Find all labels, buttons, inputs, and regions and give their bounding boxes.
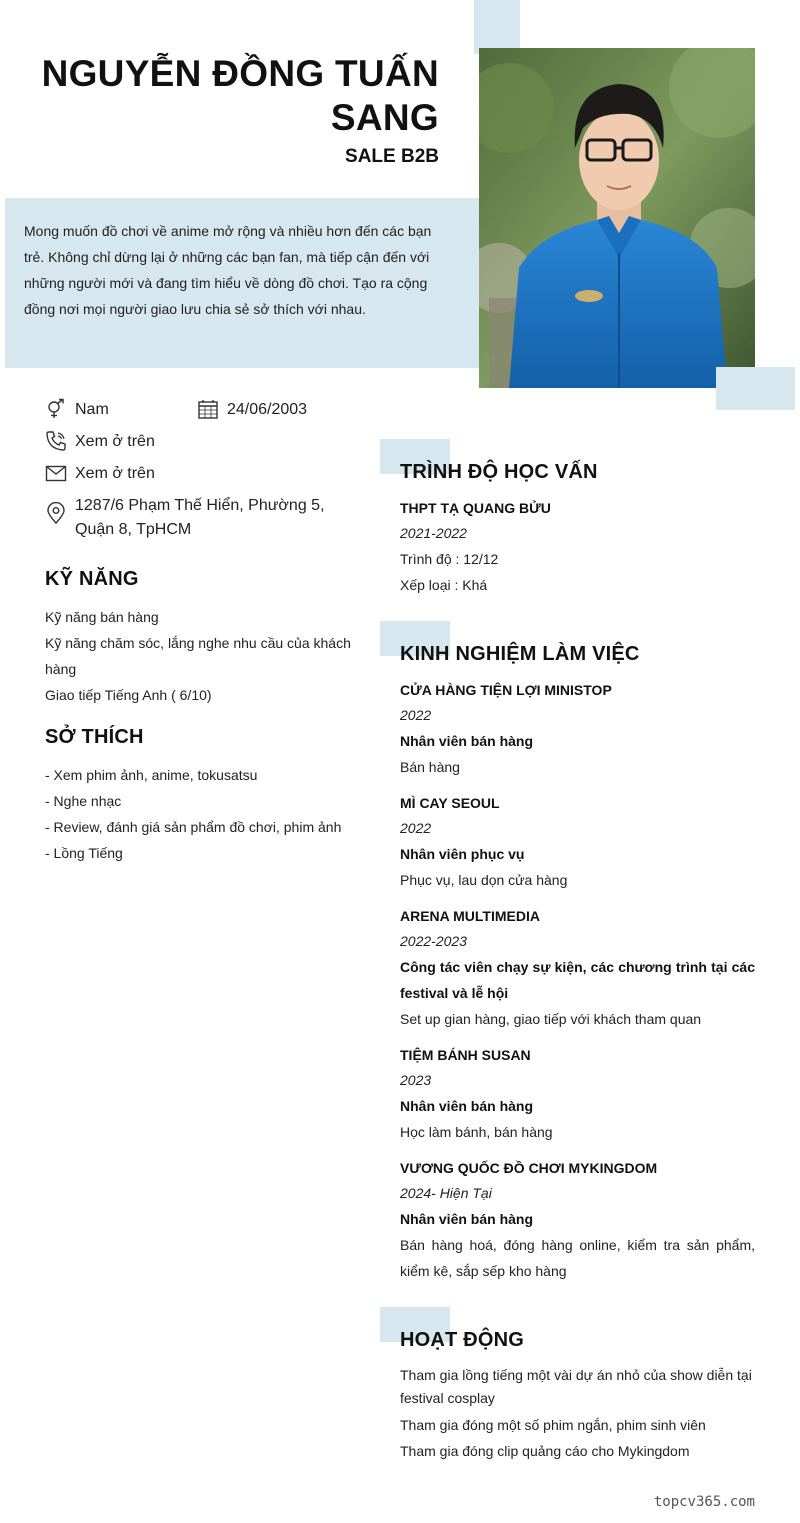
phone-icon [45, 430, 67, 452]
education-title: TRÌNH ĐỘ HỌC VẤN [400, 461, 598, 483]
company-name: MÌ CAY SEOUL [400, 795, 500, 811]
job-position: SALE B2B [345, 146, 439, 167]
experience-item [400, 1158, 755, 1284]
company-name: VƯƠNG QUỐC ĐỒ CHƠI MYKINGDOM [400, 1160, 658, 1176]
company-name: CỬA HÀNG TIỆN LỢI MINISTOP [400, 682, 612, 698]
decor-block-top [474, 0, 520, 54]
company-name: ARENA MULTIMEDIA [400, 908, 540, 924]
school-name: THPT TẠ QUANG BỬU [400, 500, 551, 516]
education-time: 2021-2022 [400, 525, 467, 541]
job-time: 2022-2023 [400, 933, 467, 949]
profile-photo [479, 48, 755, 388]
job-description: Phục vụ, lau dọn cửa hàng [400, 872, 568, 888]
phone-row [45, 430, 365, 454]
job-time: 2024- Hiện Tại [400, 1185, 492, 1201]
hobby-item: - Xem phim ảnh, anime, tokusatsu [45, 767, 258, 783]
job-time: 2023 [400, 1072, 432, 1088]
skill-item: Giao tiếp Tiếng Anh ( 6/10) [45, 687, 212, 703]
career-objective: Mong muốn đồ chơi về anime mở rộng và nhiều hơn đến các bạn trẻ. Không chỉ dừng lại ở những các bạn fan, mà tiếp cận đến với những người mới và đang tìm hiểu về dòng đồ chơi. Tạo ra cộng đồng nơi mọi người giao lưu chia sẻ sở thích với nhau. [24, 223, 432, 317]
education-detail: Xếp loại : Khá [400, 577, 488, 593]
gender-icon [45, 398, 67, 420]
job-time: 2022 [400, 707, 432, 723]
gender-value: Nam [75, 401, 109, 418]
hobbies-list [45, 762, 365, 866]
name-line-1: NGUYỄN ĐỒNG TUẤN [41, 53, 439, 94]
hobby-item: - Nghe nhạc [45, 793, 122, 809]
experience-item [400, 680, 755, 780]
watermark: topcv365.com [653, 1494, 755, 1510]
job-role: Nhân viên bán hàng [400, 733, 534, 749]
hobbies-title: SỞ THÍCH [45, 726, 144, 748]
address-row [45, 494, 365, 542]
birthday-row [197, 398, 367, 422]
job-role: Nhân viên bán hàng [400, 1098, 534, 1114]
skills-list [45, 604, 365, 708]
activity-item: Tham gia đóng clip quảng cáo cho Mykingdom [400, 1443, 690, 1459]
hobby-item: - Review, đánh giá sản phẩm đồ chơi, phim ảnh [45, 819, 342, 835]
education-detail: Trình độ : 12/12 [400, 551, 499, 567]
email-icon [45, 462, 67, 484]
birthday-value: 24/06/2003 [227, 401, 308, 418]
job-role: Nhân viên bán hàng [400, 1211, 534, 1227]
experience-item [400, 1045, 755, 1145]
activities-list [400, 1364, 755, 1464]
gender-row [45, 398, 195, 422]
email-row [45, 462, 365, 486]
activities-title: HOẠT ĐỘNG [400, 1329, 525, 1351]
hobby-item: - Lồng Tiếng [45, 845, 123, 861]
job-description: Bán hàng [400, 759, 460, 775]
job-description: Học làm bánh, bán hàng [400, 1124, 553, 1140]
activity-item: Tham gia đóng một số phim ngắn, phim sinh viên [400, 1417, 706, 1433]
job-description: Set up gian hàng, giao tiếp với khách tham quan [400, 1011, 702, 1027]
company-name: TIỆM BÁNH SUSAN [400, 1047, 531, 1063]
location-icon [45, 502, 67, 524]
activity-item: Tham gia lồng tiếng một vài dự án nhỏ của show diễn tại festival cosplay [400, 1367, 752, 1406]
name-line-2: SANG [330, 97, 439, 138]
job-role: Nhân viên phục vụ [400, 846, 525, 862]
education-item [400, 498, 755, 598]
experience-item [400, 906, 755, 1032]
job-role: Công tác viên chạy sự kiện, các chương trình tại các festival và lễ hội [400, 959, 755, 1001]
experience-title: KINH NGHIỆM LÀM VIỆC [400, 643, 640, 665]
phone-value: Xem ở trên [75, 433, 155, 450]
skill-item: Kỹ năng bán hàng [45, 609, 159, 625]
address-value: 1287/6 Phạm Thế Hiển, Phường 5, Quận 8, TpHCM [75, 497, 325, 538]
skill-item: Kỹ năng chăm sóc, lắng nghe nhu cầu của khách hàng [45, 635, 351, 677]
email-value: Xem ở trên [75, 465, 155, 482]
skills-title: KỸ NĂNG [45, 568, 139, 590]
experience-item [400, 793, 755, 893]
job-time: 2022 [400, 820, 432, 836]
candidate-name [19, 52, 439, 140]
calendar-icon [197, 398, 219, 420]
decor-block-photo [716, 367, 795, 410]
job-description: Bán hàng hoá, đóng hàng online, kiểm tra sản phẩm, kiểm kê, sắp sếp kho hàng [400, 1237, 755, 1279]
